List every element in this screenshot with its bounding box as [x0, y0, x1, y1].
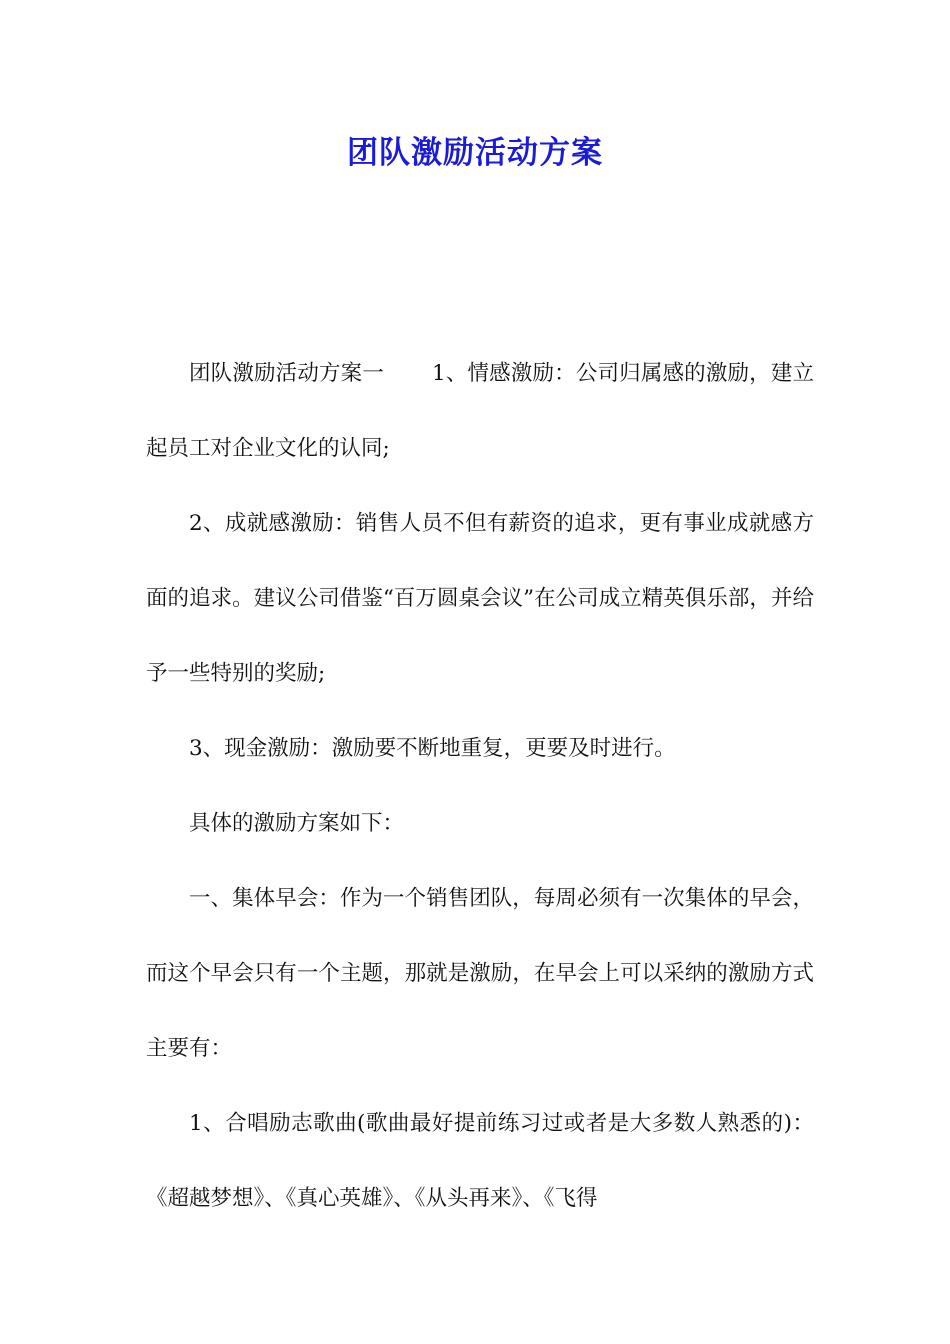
paragraph-1 [146, 336, 814, 486]
paragraph-4: 具体的激励方案如下： [189, 811, 405, 836]
paragraph-text: 1、情感激励：公司归属感的激励，建立起员工对企业文化的认同; [146, 361, 814, 461]
paragraph-6: 1、合唱励志歌曲(歌曲最好提前练习过或者是大多数人熟悉的)：《超越梦想》、《真心英雄》、《从头再来》、《飞得 [146, 1111, 814, 1211]
document-body [146, 336, 814, 1236]
paragraph-5: 一、集体早会：作为一个销售团队，每周必须有一次集体的早会，而这个早会只有一个主题，那就是激励，在早会上可以采纳的激励方式主要有： [146, 886, 814, 1061]
document-title: 团队激励活动方案 [347, 135, 603, 171]
paragraph-2: 2、成就感激励：销售人员不但有薪资的追求，更有事业成就感方面的追求。建议公司借鉴“百万圆桌会议”在公司成立精英俱乐部，并给予一些特别的奖励; [146, 511, 814, 686]
paragraph-3: 3、现金激励：激励要不断地重复，更要及时进行。 [189, 736, 676, 761]
paragraph-lead: 团队激励活动方案一 [189, 361, 384, 386]
